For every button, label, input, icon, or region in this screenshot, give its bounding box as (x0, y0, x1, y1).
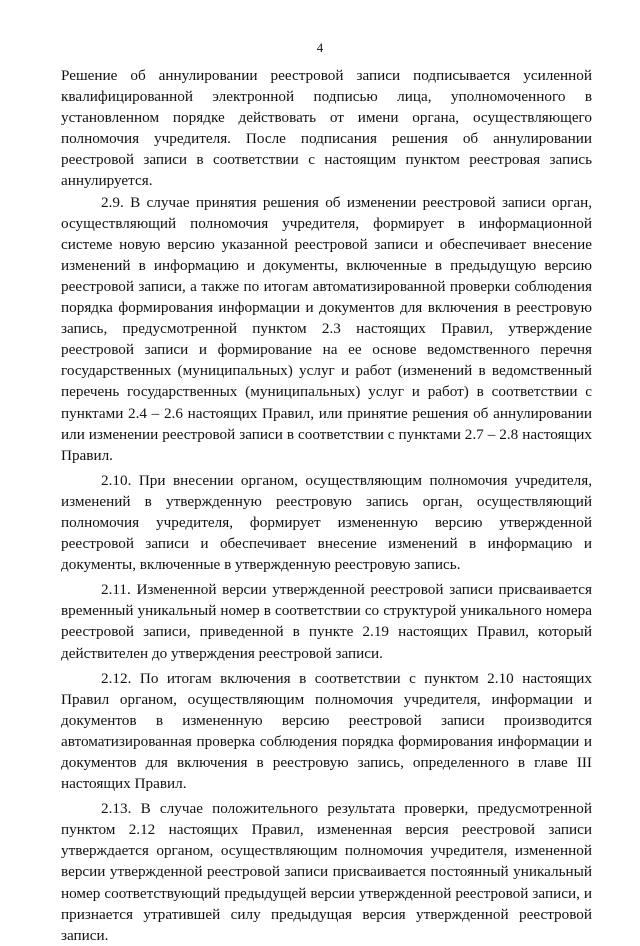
paragraph-2-10: 2.10. При внесении органом, осуществляющим полномочия учредителя, изменений в утвержденную реестровую запись орган, осуществляющий полномочия учредителя, формирует измененную версию утвержденной реестровой записи и обеспечивает внесение изменений в информацию и документы, включенные в утвержденную реестровую запись. (61, 471, 592, 574)
paragraph-2-9: 2.9. В случае принятия решения об изменении реестровой записи орган, осуществляющий полномочия учредителя, формирует в информационной системе новую версию указанной реестровой записи и обеспечивает внесение изменений в информацию и документы, включенные в предыдущую версию реестровой записи, а также по итогам автоматизированной проверки соблюдения порядка формирования информации и документов для включения в реестровую запись, предусмотренной пунктом 2.3 настоящих Правил, утверждение реестровой записи и формирование на ее основе ведомственного перечня государственных (муниципальных) услуг и работ (изменений в ведомственный перечень государственных (муниципальных) услуг и работ) в соответствии с пунктами 2.4 – 2.6 настоящих Правил, или принятие решения об аннулировании или изменении реестровой записи в соответствии с пунктами 2.7 – 2.8 настоящих Правил. (61, 193, 592, 464)
paragraph-2-12: 2.12. По итогам включения в соответствии с пунктом 2.10 настоящих Правил органом, осуществляющим полномочия учредителя, информации и документов в измененную версию реестровой записи производится автоматизированная проверка соблюдения порядка формирования информации и документов для включения в реестровую запись, определенного в главе III настоящих Правил. (61, 669, 592, 793)
document-body (61, 65, 592, 946)
paragraph-2-11: 2.11. Измененной версии утвержденной реестровой записи присваивается временный уникальный номер в соответствии со структурой уникального номера реестровой записи, приведенной в пункте 2.19 настоящих Правил, который действителен до утверждения реестровой записи. (61, 581, 592, 662)
paragraph-2-13: 2.13. В случае положительного результата проверки, предусмотренной пунктом 2.12 настоящих Правил, измененная версия реестровой записи утверждается органом, осуществляющим полномочия учредителя, измененной версии утвержденной реестровой записи присваивается постоянный уникальный номер соответствующий предыдущей версии утвержденной реестровой записи, и признается утратившей силу предыдущая версия утвержденной реестровой записи. (61, 800, 592, 944)
paragraph-continuation: Решение об аннулировании реестровой записи подписывается усиленной квалифицированной электронной подписью лица, уполномоченного в установленном порядке действовать от имени органа, осуществляющего полномочия учредителя. После подписания решения об аннулировании реестровой записи в соответствии с настоящим пунктом реестровая запись аннулируется. (61, 67, 592, 190)
page-number: 4 (316, 40, 324, 55)
